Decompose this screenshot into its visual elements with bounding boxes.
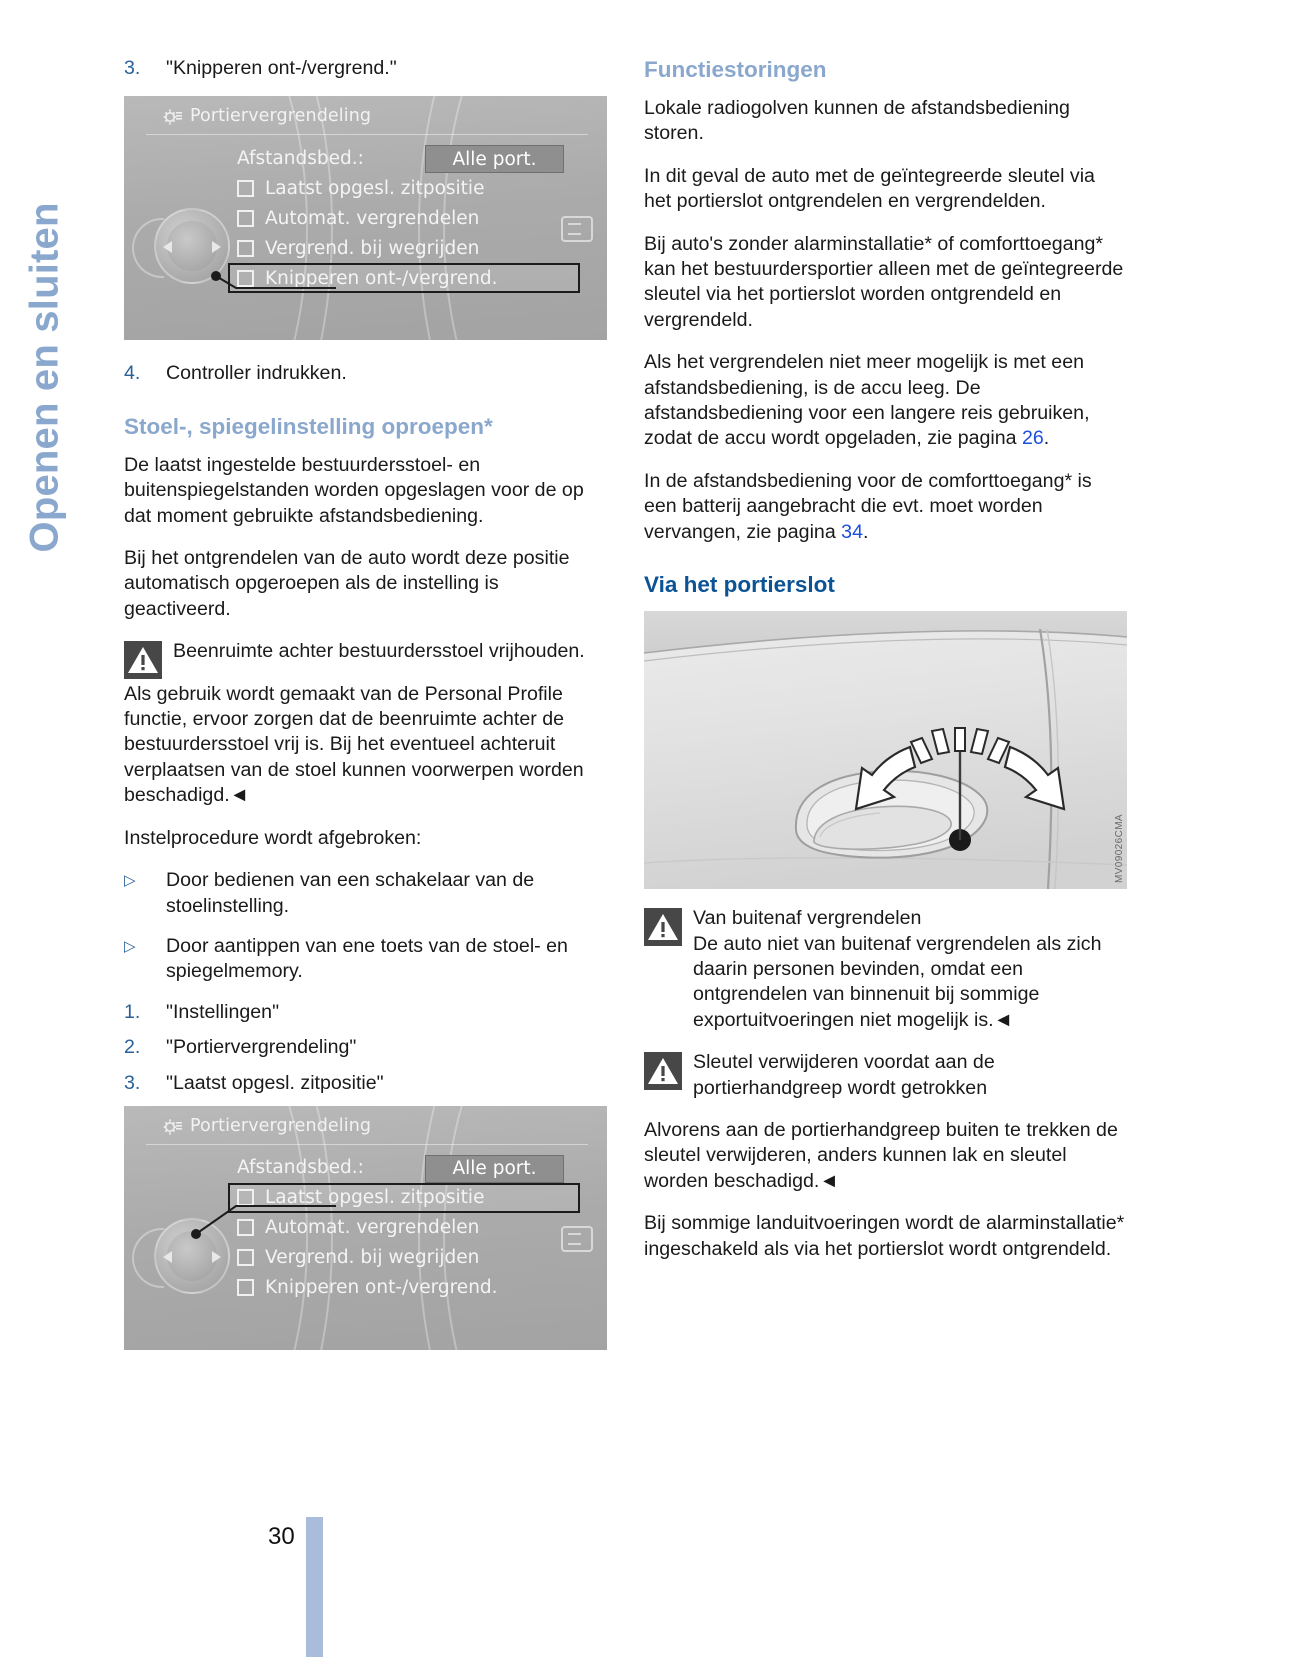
idrive-option-label: Laatst opgesl. zitpositie <box>265 1187 485 1209</box>
warning-triangle-icon <box>644 1052 682 1090</box>
step-text: "Portiervergrendeling" <box>166 1036 357 1059</box>
warning-block <box>644 1050 1127 1101</box>
warning-heading: Van buitenaf vergrendelen <box>693 907 922 930</box>
step-number: 4. <box>124 362 141 385</box>
paragraph: Bij het ontgrendelen van de auto wordt deze positie automatisch opgeroepen als de instelling is geactiveerd. <box>124 547 570 620</box>
idrive-option-label: Automat. vergrendelen <box>265 207 480 229</box>
idrive-side-icon <box>561 216 593 242</box>
page-footer <box>268 1493 468 1653</box>
section-heading-door-lock: Via het portierslot <box>644 572 835 598</box>
left-column <box>124 56 607 1371</box>
warning-body: De auto niet van buitenaf vergrendelen als zich daarin personen bevinden, omdat een ontgrendelen van binnenuit bij sommige exportuitvoeringen niet mogelijk is.◄ <box>693 932 1102 1031</box>
bullet-item <box>124 934 607 985</box>
numbered-step-list <box>124 1000 607 1096</box>
step-number: 3. <box>124 1071 141 1094</box>
step-item <box>124 361 607 386</box>
warning-body: Alvorens aan de portierhandgreep buiten te trekken de sleutel verwijderen, anders kunnen lak en sleutel worden beschadigd.◄ <box>644 1118 1118 1192</box>
warning-triangle-icon <box>124 641 162 679</box>
paragraph: Bij sommige landuitvoeringen wordt de alarminstallatie* ingeschakeld als via het portierslot wordt ontgrendeld. <box>644 1212 1125 1260</box>
footer-accent-bar <box>306 1517 323 1657</box>
paragraph-text: . <box>862 520 869 543</box>
paragraph: Lokale radiogolven kunnen de afstandsbediening storen. <box>644 97 1070 145</box>
paragraph-text: . <box>1043 427 1050 450</box>
page-reference-link[interactable]: 26 <box>1022 427 1044 450</box>
step-item <box>124 1035 607 1060</box>
warning-heading: Beenruimte achter bestuurdersstoel vrijhouden. <box>173 640 585 663</box>
idrive-setting-label: Afstandsbed.: <box>237 147 364 169</box>
chapter-tab <box>0 0 120 1653</box>
paragraph: De laatst ingestelde bestuurdersstoel- en buitenspiegelstanden worden opgeslagen voor de op dat moment gebruikte afstandsbediening. <box>124 453 584 527</box>
warning-block <box>124 639 607 664</box>
idrive-setting-label: Afstandsbed.: <box>237 1157 364 1179</box>
section-heading-seat-mirror: Stoel-, spiegelinstelling oproepen* <box>124 413 493 439</box>
bullet-text: Door bedienen van een schakelaar van de stoelinstelling. <box>166 869 535 917</box>
warning-block <box>644 906 1127 1033</box>
step-number: 3. <box>124 57 141 79</box>
idrive-option-label: Knipperen ont-/vergrend. <box>265 1277 498 1299</box>
warning-triangle-icon <box>644 908 682 946</box>
figure-code-label: MV09026CMA <box>1114 814 1125 884</box>
paragraph-with-pageref <box>644 350 1127 452</box>
step-number: 2. <box>124 1036 141 1059</box>
paragraph: Instelprocedure wordt afgebroken: <box>124 826 422 849</box>
warning-heading: Sleutel verwijderen voordat aan de portierhandgreep wordt getrokken <box>693 1051 995 1099</box>
paragraph: In dit geval de auto met de geïntegreerde sleutel via het portierslot ontgrendelen en vergrendelden. <box>644 164 1095 213</box>
step-text: "Laatst opgesl. zitpositie" <box>166 1071 384 1094</box>
idrive-option-label: Vergrend. bij wegrijden <box>265 1247 480 1269</box>
step-text: Controller indrukken. <box>166 362 347 385</box>
idrive-option-label: Vergrend. bij wegrijden <box>265 237 480 259</box>
door-handle-figure <box>644 611 1127 889</box>
callout-leader-line <box>124 96 607 340</box>
idrive-option-label: Automat. vergrendelen <box>265 1217 480 1239</box>
step-item <box>124 1000 607 1025</box>
paragraph-text: In de afstandsbediening voor de comforttoegang* is een batterij aangebracht die evt. moet worden vervangen, zie pagina <box>644 469 1092 543</box>
step-text: "Instellingen" <box>166 1000 280 1023</box>
paragraph: Bij auto's zonder alarminstallatie* of comforttoegang* kan het bestuurdersportier alleen met de geïntegreerde sleutel via het portierslot worden ontgrendeld en vergrendeld. <box>644 232 1124 331</box>
idrive-side-icon <box>561 1226 593 1252</box>
bullet-text: Door aantippen van ene toets van de stoel- en spiegelmemory. <box>166 934 568 983</box>
idrive-title: Portiervergrendeling <box>190 106 372 127</box>
idrive-option-label: Laatst opgesl. zitpositie <box>265 177 485 199</box>
callout-leader-line <box>124 1106 607 1350</box>
idrive-setting-value[interactable]: Alle port. <box>425 1155 564 1183</box>
paragraph-text: Als het vergrendelen niet meer mogelijk is met een afstandsbediening, is de accu leeg. De afstandsbediening voor een langere reis gebruiken, zodat de accu wordt opgeladen, zie pagina <box>644 351 1090 450</box>
idrive-screenshot-2 <box>124 1106 607 1350</box>
step-text: "Knipperen ont-/vergrend." <box>166 57 397 79</box>
door-handle-illustration <box>644 611 1127 889</box>
chapter-tab-label: Openen en sluiten <box>22 202 67 553</box>
bullet-item <box>124 868 607 919</box>
bullet-marker-icon: ▷ <box>124 872 136 890</box>
step-item <box>124 1071 607 1096</box>
idrive-option-label: Knipperen ont-/vergrend. <box>265 267 498 289</box>
page-reference-link[interactable]: 34 <box>841 520 863 543</box>
step-number: 1. <box>124 1000 141 1023</box>
idrive-setting-value[interactable]: Alle port. <box>425 145 564 173</box>
paragraph-with-pageref <box>644 469 1127 545</box>
page-number: 30 <box>268 1523 295 1550</box>
section-heading-malfunction: Functiestoringen <box>644 57 827 82</box>
bullet-marker-icon: ▷ <box>124 937 136 955</box>
warning-body: Als gebruik wordt gemaakt van de Personal Profile functie, ervoor zorgen dat de beenruimte achter de bestuurdersstoel vrij is. Bij het eventueel achteruit verplaatsen van de stoel kunnen voorwerpen worden beschadigd.◄ <box>124 682 584 807</box>
idrive-screenshot-1 <box>124 96 607 340</box>
right-column <box>644 56 1127 1279</box>
step-item <box>124 56 607 81</box>
idrive-title: Portiervergrendeling <box>190 1115 372 1136</box>
